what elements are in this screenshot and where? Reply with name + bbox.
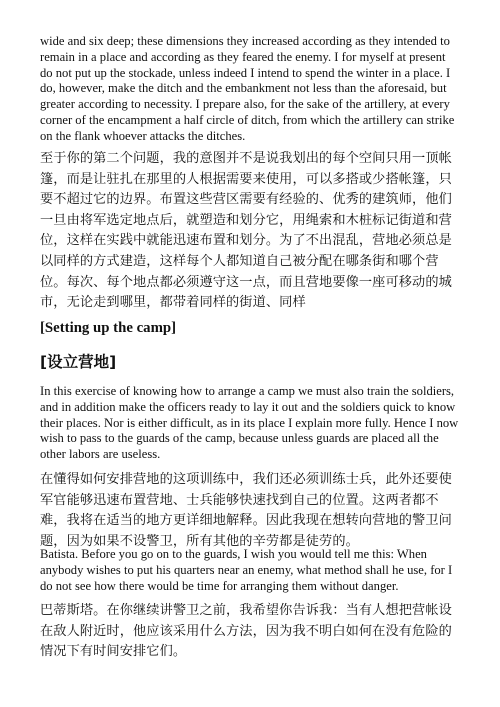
paragraph-zh-2: 在懂得如何安排营地的这项训练中，我们还必须训练士兵，此外还要使军官能够迅速布置营地、士兵能够快速找到自己的位置。这两者都不难，我将在适当的地方更详细地解释。因此我现在想转向营地的警卫问题，因为如果不设警卫，所有其他的辛劳都是徒劳的。 — [40, 472, 452, 549]
paragraph-en-2: In this exercise of knowing how to arrange a camp we must also train the soldiers, and in addition make the officers ready to lay it out and the soldiers quick to know their places. Nor is either difficult, as in its place I explain more fully. Hence I now wish to pass to the guards of the camp, because unless guards are placed all the other labors are useless. — [40, 384, 459, 462]
paragraph-zh-1: 至于你的第二个问题，我的意图并不是说我划出的每个空间只用一顶帐篷，而是让驻扎在那里的人根据需要来使用，可以多搭或少搭帐篷，只要不超过它的边界。布置这些营区需要有经验的、优秀的建筑师，他们一旦由将军选定地点后，就塑造和划分它，用绳索和木桩标记街道和营位，这样在实践中就能迅速布置和划分。为了不出混乱，营地必须总是以同样的方式建造，这样每个人都知道自己被分配在哪条街和哪个营位。每次、每个地点都必须遵守这一点，而且营地要像一座可移动的城市，无论走到哪里，都带着同样的街道、同样 — [40, 151, 452, 311]
paragraph-en-3: Batista. Before you go on to the guards, I wish you would tell me this: When anybody wishes to put his quarters near an enemy, what method shall he use, for I do not see how there would be time for arranging them without danger. — [40, 547, 453, 593]
section-heading-zh: [设立营地] — [40, 353, 117, 371]
paragraph-en-1: wide and six deep; these dimensions they increased according as they intended to remain in a place and according as they feared the enemy. I for myself at present do not put up the stockade, unless indeed I intend to spend the winter in a place. I do, however, make the ditch and the embankment not less than the aforesaid, but greater according to necessity. I prepare also, for the sake of the artillery, at every corner of the encampment a half circle of ditch, from which the artillery can strike on the flank whoever attacks the ditches. — [40, 34, 455, 143]
paragraph-zh-3: 巴蒂斯塔。在你继续讲警卫之前，我希望你告诉我：当有人想把营帐设在敌人附近时，他应该采用什么方法，因为我不明白如何在没有危险的情况下有时间安排它们。 — [40, 603, 452, 660]
section-heading-en: [Setting up the camp] — [40, 320, 177, 336]
